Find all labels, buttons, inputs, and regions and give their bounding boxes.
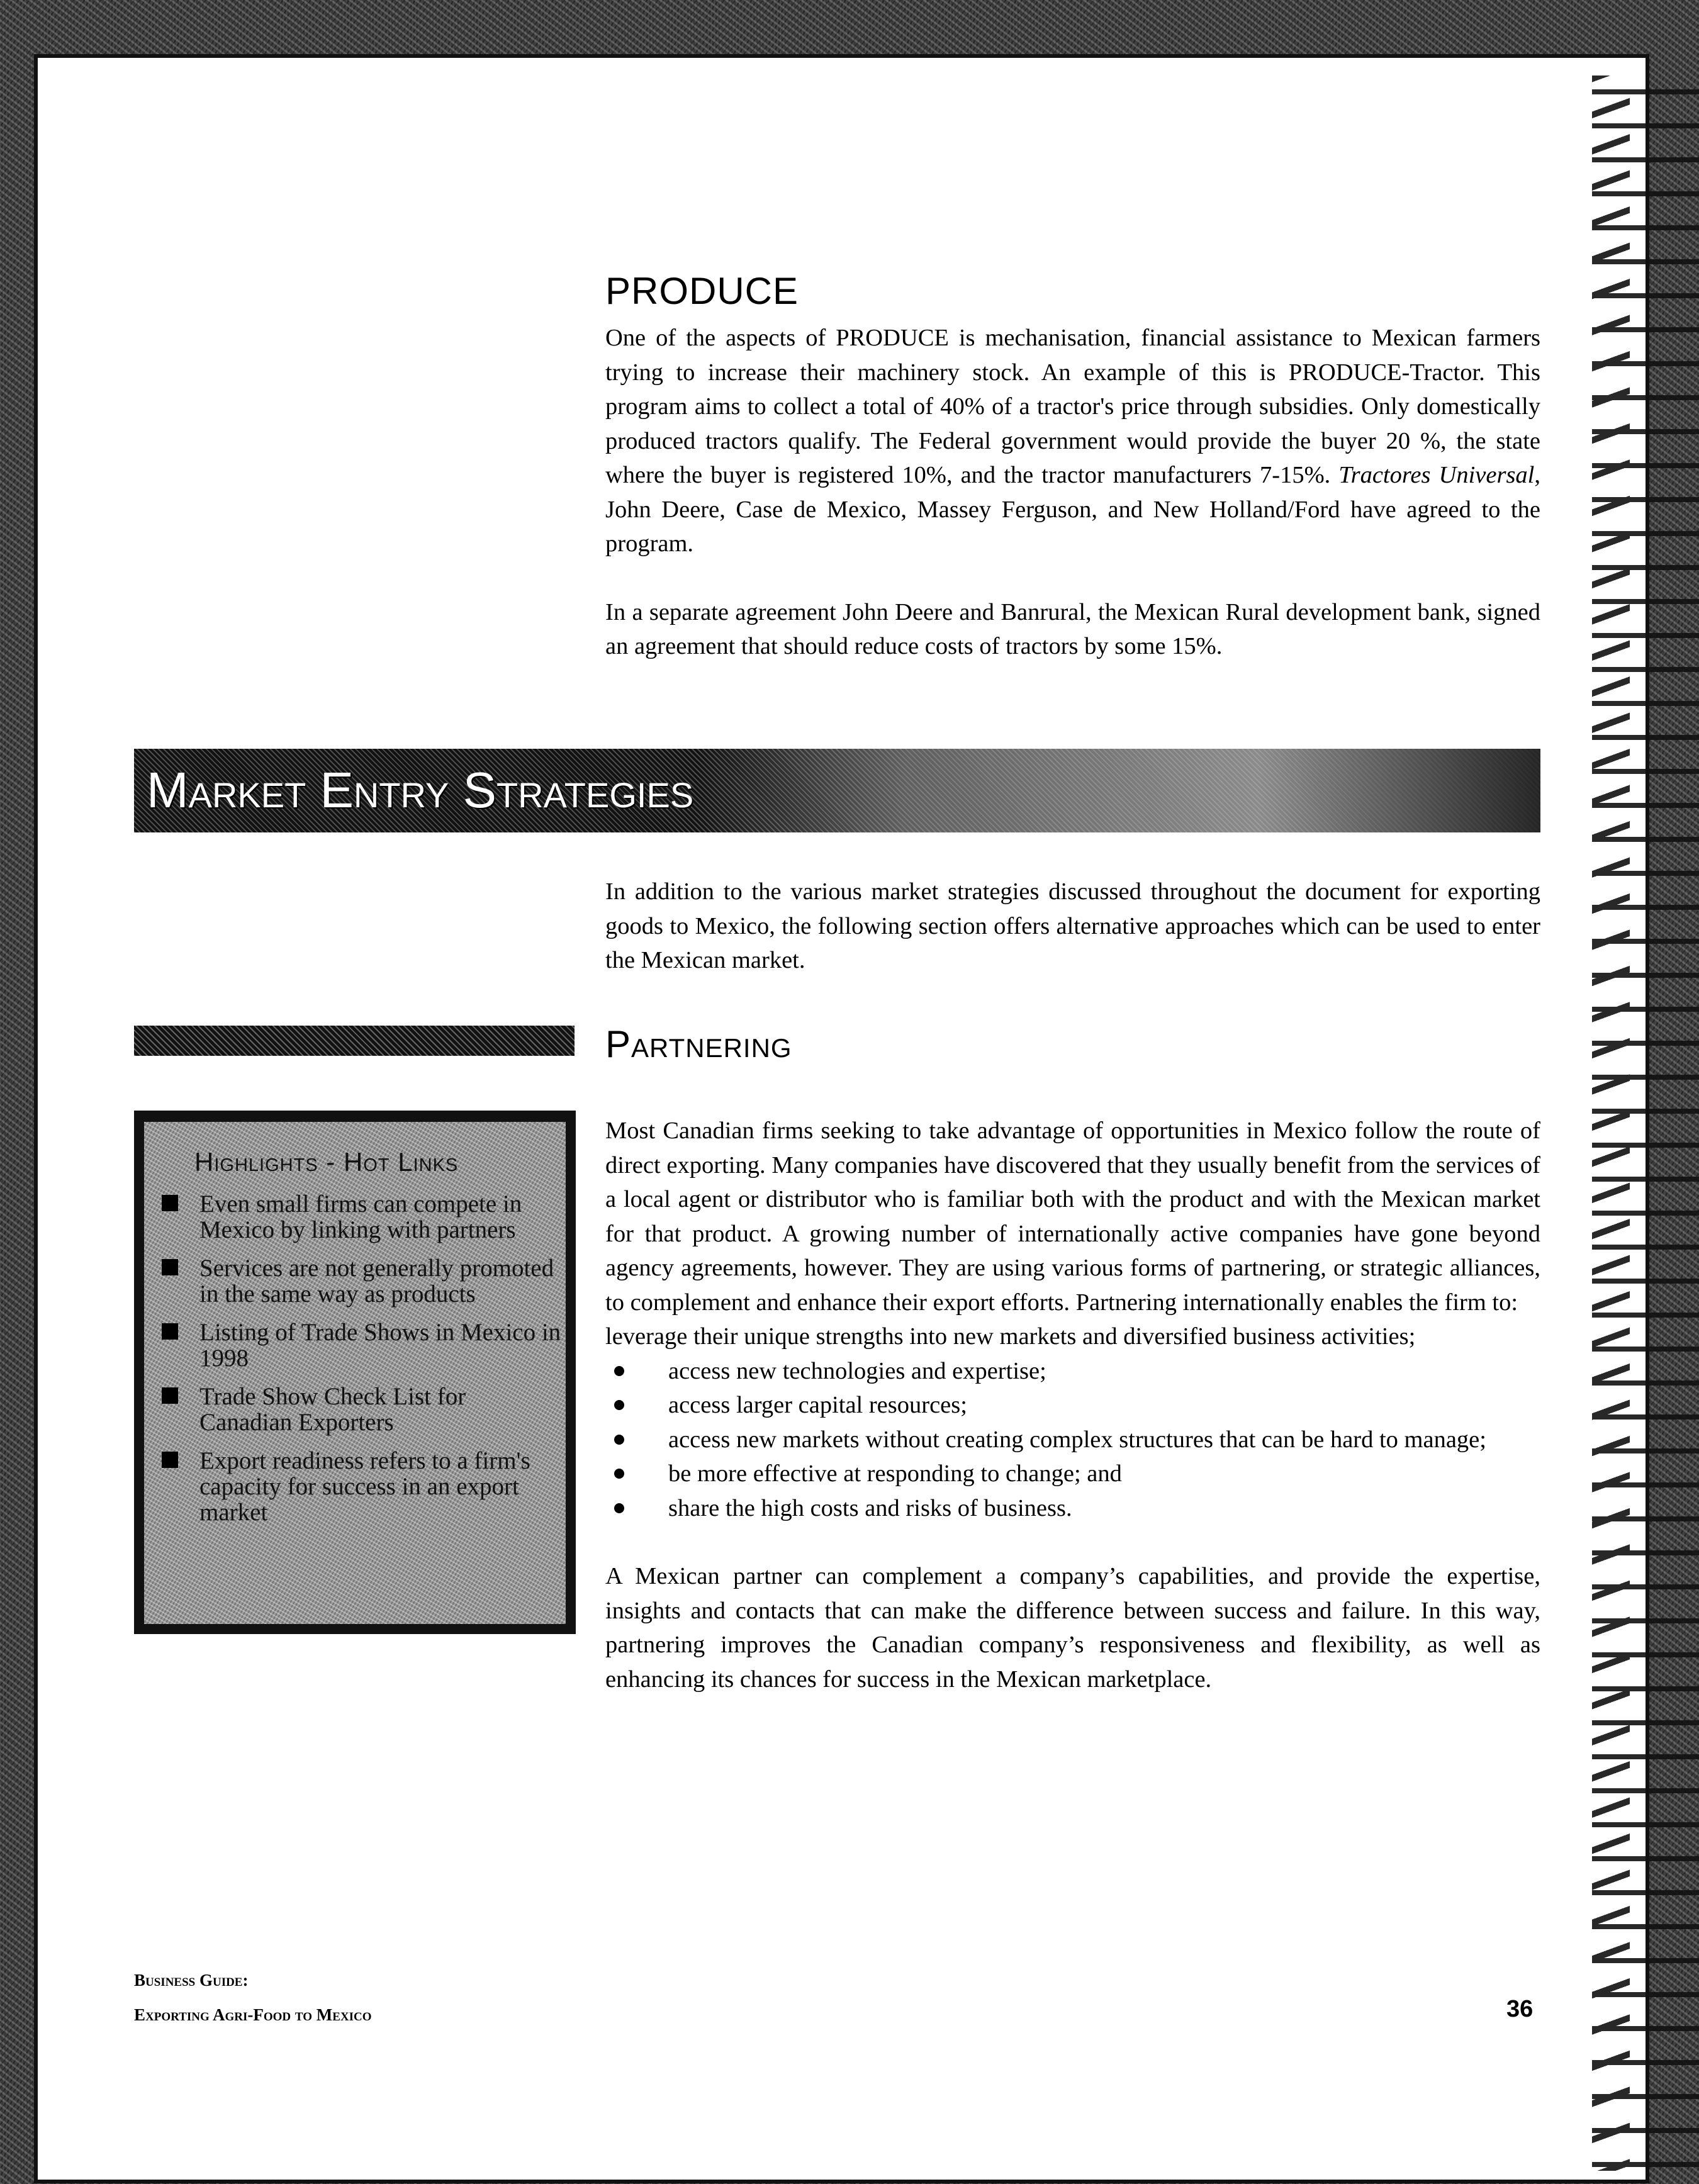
partnering-lead-line: leverage their unique strengths into new markets and diversified business activities; — [605, 1323, 1416, 1350]
highlights-box — [134, 1111, 576, 1634]
highlight-link-text: Services are not generally promoted in the same way as products — [199, 1255, 554, 1308]
partnering-body — [605, 1114, 1540, 1696]
produce-paragraph-1-end: , John Deere, Case de Mexico, Massey Ferguson, and New Holland/Ford have agreed to the program. — [605, 462, 1541, 557]
highlight-link-trade-shows[interactable] — [155, 1319, 564, 1371]
list-item-text: access larger capital resources; — [668, 1392, 967, 1418]
footer-line-2: Exporting Agri-Food to Mexico — [134, 2005, 372, 2024]
highlights-title: Highlights - Hot Links — [194, 1147, 459, 1177]
list-item-text: access new markets without creating complex structures that can be hard to manage; — [668, 1426, 1486, 1453]
highlight-link-text: Trade Show Check List for Canadian Exporters — [199, 1383, 466, 1436]
market-entry-banner — [134, 749, 1540, 832]
highlight-link-services[interactable] — [155, 1255, 564, 1307]
partnering-bullet-list — [605, 1354, 1540, 1526]
square-bullet-icon — [162, 1323, 178, 1340]
produce-paragraph-1-text: One of the aspects of PRODUCE is mechanisation, financial assistance to Mexican farmers trying to increase their machinery stock. An example of this is PRODUCE-Tractor. This program aims to collect a total of 40% of a tractor's price through subsidies. Only domestically produced tractors qualify. The Federal government would provide the buyer 20 %, the state where the buyer is registered 10%, and the tractor manufacturers 7-15%. — [605, 325, 1540, 488]
page-number: 36 — [1506, 1996, 1534, 2022]
highlight-link-text: Even small firms can compete in Mexico by linking with partners — [199, 1190, 522, 1243]
highlight-link-check-list[interactable] — [155, 1384, 564, 1435]
bullet-dot-icon — [614, 1400, 624, 1410]
highlight-link-partners[interactable] — [155, 1191, 564, 1243]
list-item — [605, 1388, 1540, 1423]
produce-body — [605, 321, 1540, 664]
produce-paragraph-1 — [605, 321, 1540, 561]
square-bullet-icon — [162, 1195, 178, 1211]
bullet-dot-icon — [614, 1469, 624, 1479]
highlight-link-text: Listing of Trade Shows in Mexico in 1998 — [199, 1319, 561, 1372]
list-item — [605, 1423, 1540, 1457]
square-bullet-icon — [162, 1259, 178, 1275]
highlights-list — [155, 1191, 564, 1538]
produce-heading: PRODUCE — [605, 270, 799, 312]
list-item — [605, 1354, 1540, 1389]
bullet-dot-icon — [614, 1503, 624, 1513]
intro-paragraph: In addition to the various market strategies discussed throughout the document for exporting goods to Mexico, the following section offers alternative approaches which can be used to enter the Mexican market. — [605, 878, 1540, 973]
spiral-binding — [1592, 76, 1699, 2171]
list-item-text: share the high costs and risks of business. — [668, 1494, 1072, 1521]
partnering-paragraph-1: Most Canadian firms seeking to take advantage of opportunities in Mexico follow the route of direct exporting. Many companies have discovered that they usually benefit from the services of a local agent or distributor who is familiar both with the product and with the Mexican market for that product. A growing number of internationally active companies have gone beyond agency agreements, however. They are using various forms of partnering, or strategic alliances, to complement and enhance their export efforts. Partnering internationally enables the firm to: — [605, 1117, 1540, 1316]
square-bullet-icon — [162, 1387, 178, 1404]
sidebar-divider — [134, 1026, 575, 1056]
square-bullet-icon — [162, 1452, 178, 1468]
partnering-paragraph-2: A Mexican partner can complement a company’s capabilities, and provide the expertise, insights and contacts that can make the difference between success and failure. In this way, partnering improves the Canadian company’s responsiveness and flexibility, as well as enhancing its chances for success in the Mexican marketplace. — [605, 1563, 1540, 1693]
list-item-text: access new technologies and expertise; — [668, 1357, 1046, 1384]
highlight-link-text: Export readiness refers to a firm's capacity for success in an export market — [199, 1447, 530, 1526]
produce-paragraph-2: In a separate agreement John Deere and Banrural, the Mexican Rural development bank, signed an agreement that should reduce costs of tractors by some 15%. — [605, 598, 1540, 659]
tractores-universal-text: Tractores Universal — [1338, 462, 1535, 488]
list-item-text: be more effective at responding to change; and — [668, 1460, 1122, 1487]
footer-line-1: Business Guide: — [134, 1971, 249, 1990]
list-item — [605, 1457, 1540, 1491]
bullet-dot-icon — [614, 1366, 624, 1376]
partnering-heading: Partnering — [605, 1023, 792, 1065]
market-entry-title: Market Entry Strategies — [147, 762, 694, 818]
list-item — [605, 1491, 1540, 1526]
bullet-dot-icon — [614, 1435, 624, 1445]
footer-guide-title — [134, 1963, 372, 2032]
highlight-link-export-readiness[interactable] — [155, 1448, 564, 1525]
